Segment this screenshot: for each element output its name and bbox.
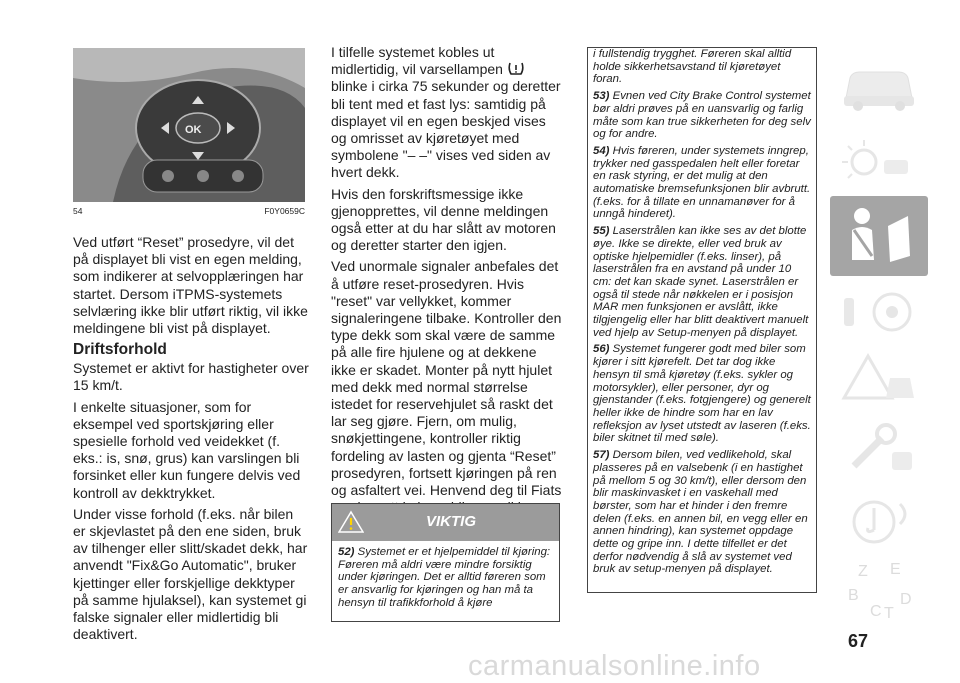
notes-box [587,47,817,593]
figure-caption [73,206,305,216]
note-54: 54) Hvis føreren, under systemets inngrep, trykker ned gasspedalen helt eller foretar en rask styring, er det mulig at den automatiske bremsefunksjonen blir avbrutt. (f.eks. for å tillate en unnamanøver for å unngå hinderet). [593,144,811,221]
column-1 [73,234,309,647]
paragraph: Hvis den forskriftsmessige ikke gjenopprettes, vil denne meldingen også etter at du har slått av motoren og deretter starter den igjen. [331,185,556,254]
warning-box [331,503,560,622]
paragraph [331,44,562,182]
warning-triangle-icon [338,510,364,539]
figure-number: 54 [73,206,83,216]
paragraph: I enkelte situasjoner, som for eksempel ved sportskjøring eller spesielle forhold ved veidekket (f. eks.: is, snø, grus) kan varslingen bli forsinket eller kun fungere delvis ved kontroll av dekktrykket. [73,398,301,501]
svg-text:OK: OK [185,124,202,136]
watermark: carmanualsonline.info [468,650,761,682]
note-56: 56) Systemet fungerer godt med biler som kjører i sitt kjørefelt. Det tar dog ikke hensyn til små kjøretøy (f.eks. sykler og motorsykler), eller personer, dyr og gjenstander (f.eks. fotgjengere) og generelt heller ikke de hindre som har en lav refleksjon av lyset utstedt av laseren (f.eks. biler skitnet til med søle). [593,343,811,445]
paragraph: Ved utført “Reset” prosedyre, vil det på displayet bli vist en egen melding, som indikerer at selvopplæringen har startet. Dersom iTPMS-systemets selvlæring ikke blir utført riktig, vil ikke meldingene bli vist på displayet. [73,234,308,337]
warning-light-icon [507,62,525,76]
svg-text:C: C [870,603,882,620]
paragraph: Systemet er aktivt for hastigheter over 15 km/t. [73,360,309,394]
emergency-triangle-icon[interactable] [834,348,924,420]
car-icon[interactable] [834,56,924,128]
maintenance-wrench-icon[interactable] [834,418,924,490]
safety-seatbelt-icon[interactable] [830,196,928,276]
svg-text:E: E [890,561,901,578]
alphabetical-index-icon[interactable] [834,558,924,622]
paragraph: Ved unormale signaler anbefales det å utføre reset-prosedyren. Hvis "reset" var vellykket, kommer signaleringene tilbake. Kontroller den type dekk som skal være de samme på alle fire hjulene og at dekkene ikke er skadet. Monter på nytt hjulet med dekk med normal størrelse istedet for reservehjulet så raskt det lar seg gjøre. Fjern, om mulig, snøkjettingene, kontroller riktig fordeling av lasten og gjenta “Reset” prosedyren, fortsett kjøringen på ren og asfaltert vei. Henvend deg til Fiats [331,258,562,499]
section-heading: Driftsforhold [73,341,167,359]
paragraph-start: I tilfelle systemet kobles ut midlertidig, vil varsellampen [331,44,503,78]
svg-text:T: T [884,605,894,622]
steering-wheel-controls-image [73,48,305,202]
page-number: 67 [848,631,869,651]
note-52: 52) Systemet er et hjelpemiddel til kjøring: Føreren må aldri være mindre forsiktig under kjøringen. Det er alltid føreren som er ansvarlig for kjøringen og han må ta hensyn til trafikkforhold å kjøre [338,546,551,609]
note-intro: i fullstendig trygghet. Føreren skal alltid holde sikkerhetsavstand til kjøretøyet foran. [593,48,792,86]
dashboard-lights-icon[interactable] [834,132,924,204]
figure-code: F0Y0659C [264,206,305,216]
paragraph-end: blinke i cirka 75 sekunder og deretter bli tent med et fast lys: samtidig på displayet vil en egen beskjed vises og omrisset av kjøretøyet med symbolene "– –" vises ved siden av hvert dekk. [331,78,561,181]
svg-text:B: B [848,587,859,604]
column-2 [331,44,562,538]
svg-text:D: D [900,591,912,608]
note-55: 55) Laserstrålen kan ikke ses av det blotte øye. Ikke se direkte, eller ved bruk av optiske hjelpemidler (f.eks. linser), på laserstrålen fra en avstand på under 10 cm: det kan skade synet. Laserstrålen er også til stede når nøkkelen er i posisjon MAR men funksjonen er avslått, ikke tilgjengelig eller har blitt deaktivert manuelt ved hjelp av Setup-menyen på displayet. [593,225,809,339]
warning-title: VIKTIG [426,513,477,530]
multimedia-icon[interactable] [834,488,924,560]
note-57: 57) Dersom bilen, ved vedlikehold, skal plasseres på en valsebenk (i en hastighet på mellom 5 og 30 km/t), eller dersom den blir maskinvasket i en vaskehall med børster, som har et hinder i den fremre delen (f.eks. en annen bil, en vegg eller en annen hindring), kan systemet oppdage dette og gripe inn. I dette tilfellet er det derfor nødvendig å slå av systemet ved bruk av setup-menyen på displayet. [593,449,808,576]
chapter-sidebar [826,48,936,622]
paragraph: Under visse forhold (f.eks. når bilen er skjevlastet på den ene siden, bruk av tilhenger eller slitt/skadet dekk, har anvendt "Fix&Go Automatic", bruker kjettinger eller forskjellige dekktyper på samme hjulaksel), kan systemet gi falske signaler eller midlertidig bli deaktivert. [73,505,308,643]
svg-text:Z: Z [858,563,868,580]
note-53: 53) Evnen ved City Brake Control systemet bør aldri prøves på en uansvarlig og farlig måte som kan true sikkerheten for deg selv og for andre. [593,90,811,141]
warning-header [332,504,559,541]
key-start-icon[interactable] [834,280,924,352]
